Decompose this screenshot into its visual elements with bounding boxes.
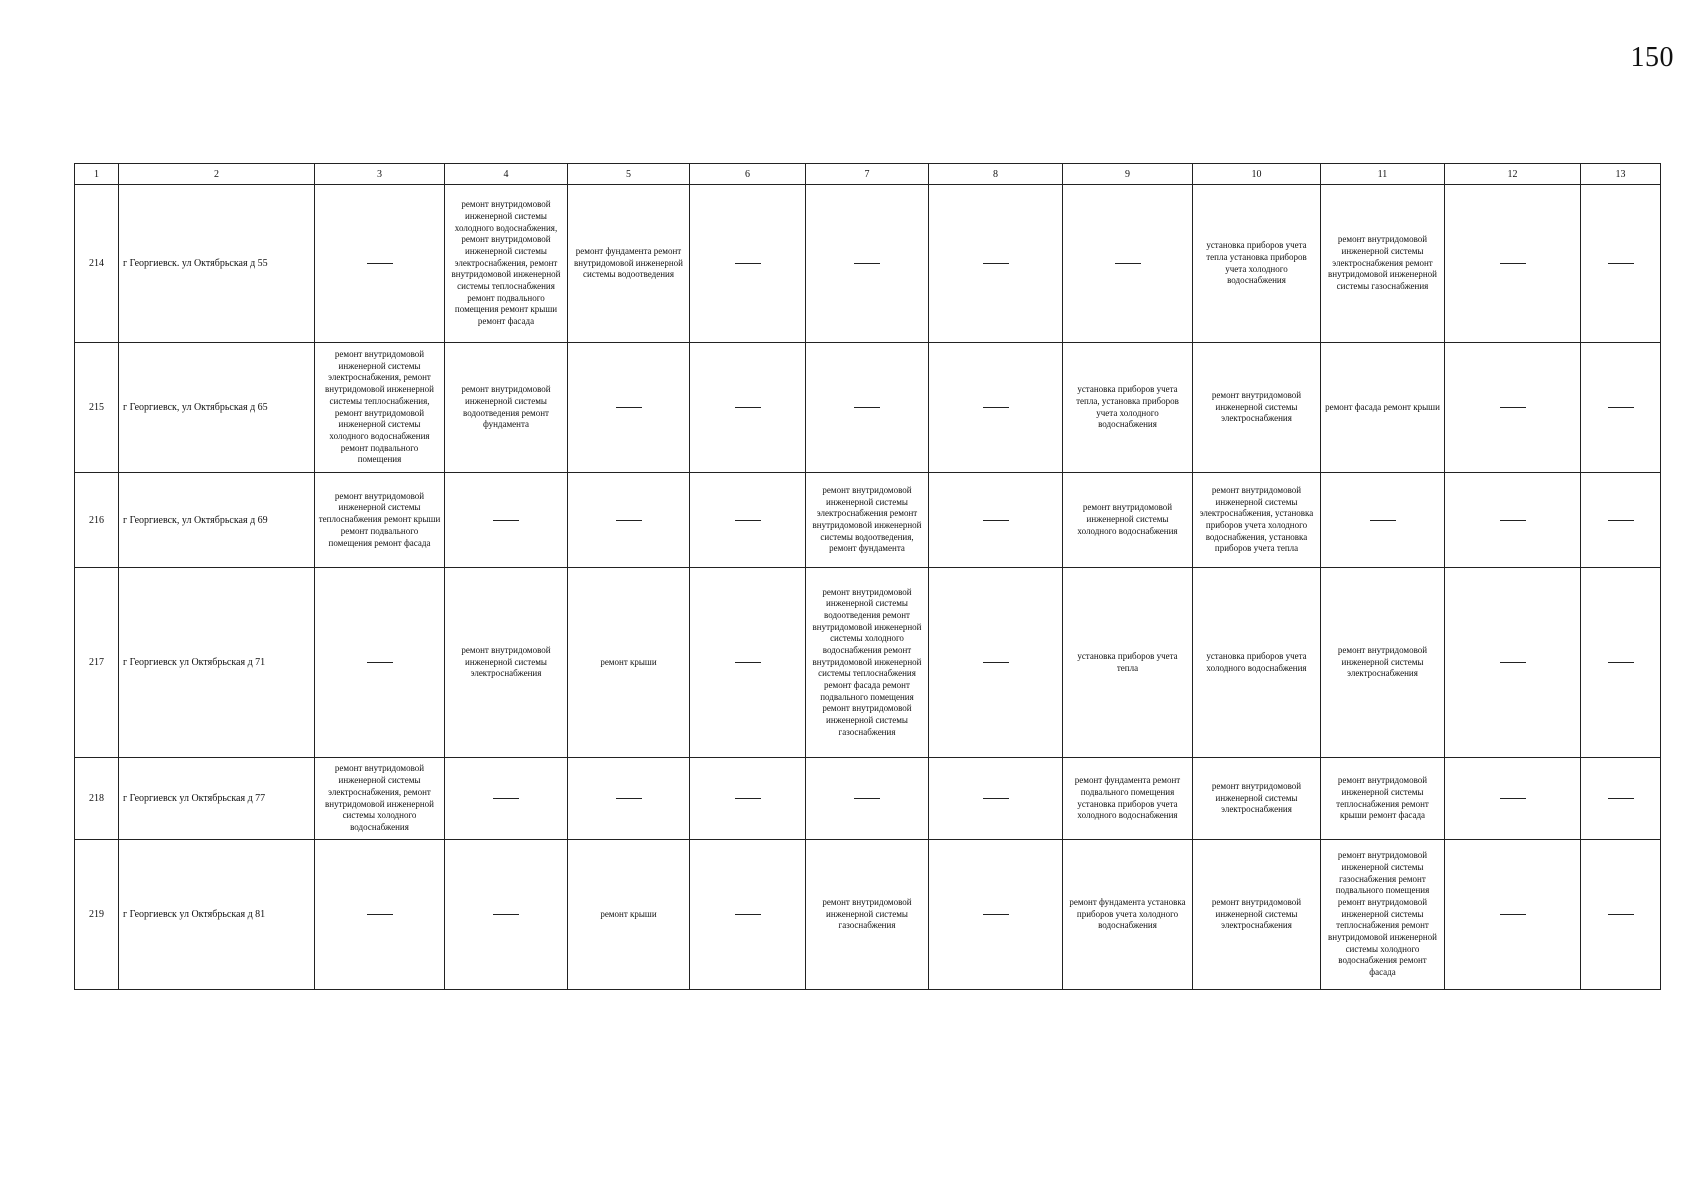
dash-mark <box>1500 798 1526 799</box>
work-cell: ремонт фундамента ремонт подвального помещения установка приборов учета холодного водоснабжения <box>1063 758 1193 840</box>
work-cell: ремонт внутридомовой инженерной системы электроснабжения, установка приборов учета холодного водоснабжения, установка приборов учета тепла <box>1193 473 1321 568</box>
dash-mark <box>1500 662 1526 663</box>
work-cell: ремонт внутридомовой инженерной системы водоотведения ремонт внутридомовой инженерной системы холодного водоснабжения ремонт внутридомовой инженерной системы теплоснабжения ремонт фасада ремонт подвального помещения ремонт внутридомовой инженерной системы газоснабжения <box>806 568 929 758</box>
address-cell: г Георгиевск ул Октябрьская д 77 <box>119 758 315 840</box>
empty-cell <box>690 758 806 840</box>
work-cell: ремонт крыши <box>568 568 690 758</box>
column-number-13: 13 <box>1581 164 1661 185</box>
work-cell: ремонт внутридомовой инженерной системы холодного водоснабжения, ремонт внутридомовой инженерной системы электроснабжения, ремонт внутридомовой инженерной системы теплоснабжения ремонт подвального помещения ремонт крыши ремонт фасада <box>445 185 568 343</box>
column-number-2: 2 <box>119 164 315 185</box>
row-number: 219 <box>75 840 119 990</box>
table-row <box>75 758 1661 840</box>
dash-mark <box>1500 407 1526 408</box>
table-row <box>75 343 1661 473</box>
work-cell: установка приборов учета тепла <box>1063 568 1193 758</box>
column-number-6: 6 <box>690 164 806 185</box>
work-cell: ремонт внутридомовой инженерной системы электроснабжения, ремонт внутридомовой инженерной системы теплоснабжения, ремонт внутридомовой инженерной системы холодного водоснабжения ремонт подвального помещения <box>315 343 445 473</box>
work-cell: ремонт внутридомовой инженерной системы электроснабжения <box>1321 568 1445 758</box>
table-row <box>75 185 1661 343</box>
dash-mark <box>367 914 393 915</box>
dash-mark <box>1500 914 1526 915</box>
empty-cell <box>690 840 806 990</box>
empty-cell <box>1321 473 1445 568</box>
dash-mark <box>1500 263 1526 264</box>
work-cell: ремонт фасада ремонт крыши <box>1321 343 1445 473</box>
dash-mark <box>1608 407 1634 408</box>
work-cell: установка приборов учета тепла, установка приборов учета холодного водоснабжения <box>1063 343 1193 473</box>
work-cell: ремонт внутридомовой инженерной системы электроснабжения, ремонт внутридомовой инженерной системы холодного водоснабжения <box>315 758 445 840</box>
dash-mark <box>493 520 519 521</box>
empty-cell <box>1063 185 1193 343</box>
row-number: 216 <box>75 473 119 568</box>
empty-cell <box>1581 185 1661 343</box>
empty-cell <box>929 840 1063 990</box>
column-number-1: 1 <box>75 164 119 185</box>
dash-mark <box>983 662 1009 663</box>
dash-mark <box>616 520 642 521</box>
dash-mark <box>854 407 880 408</box>
dash-mark <box>367 662 393 663</box>
table-row <box>75 840 1661 990</box>
dash-mark <box>493 914 519 915</box>
dash-mark <box>735 914 761 915</box>
dash-mark <box>735 263 761 264</box>
work-cell: ремонт внутридомовой инженерной системы теплоснабжения ремонт крыши ремонт фасада <box>1321 758 1445 840</box>
work-cell: ремонт крыши <box>568 840 690 990</box>
work-cell: ремонт внутридомовой инженерной системы водоотведения ремонт фундамента <box>445 343 568 473</box>
dash-mark <box>616 798 642 799</box>
work-cell: ремонт внутридомовой инженерной системы газоснабжения <box>806 840 929 990</box>
empty-cell <box>806 758 929 840</box>
empty-cell <box>315 840 445 990</box>
page-number: 150 <box>1630 42 1674 73</box>
work-cell: ремонт внутридомовой инженерной системы электроснабжения <box>1193 343 1321 473</box>
column-number-7: 7 <box>806 164 929 185</box>
dash-mark <box>983 914 1009 915</box>
work-cell: ремонт внутридомовой инженерной системы газоснабжения ремонт подвального помещения ремонт внутридомовой инженерной системы теплоснабжения ремонт внутридомовой инженерной системы холодного водоснабжения ремонт фасада <box>1321 840 1445 990</box>
empty-cell <box>1581 343 1661 473</box>
dash-mark <box>1370 520 1396 521</box>
empty-cell <box>929 473 1063 568</box>
dash-mark <box>854 798 880 799</box>
column-number-12: 12 <box>1445 164 1581 185</box>
empty-cell <box>315 568 445 758</box>
empty-cell <box>568 473 690 568</box>
dash-mark <box>735 407 761 408</box>
dash-mark <box>983 263 1009 264</box>
work-cell: установка приборов учета холодного водоснабжения <box>1193 568 1321 758</box>
empty-cell <box>1445 185 1581 343</box>
work-cell: установка приборов учета тепла установка приборов учета холодного водоснабжения <box>1193 185 1321 343</box>
empty-cell <box>445 840 568 990</box>
dash-mark <box>367 263 393 264</box>
address-cell: г Георгиевск ул Октябрьская д 71 <box>119 568 315 758</box>
column-number-10: 10 <box>1193 164 1321 185</box>
empty-cell <box>690 343 806 473</box>
work-cell: ремонт внутридомовой инженерной системы теплоснабжения ремонт крыши ремонт подвального помещения ремонт фасада <box>315 473 445 568</box>
dash-mark <box>616 407 642 408</box>
work-cell: ремонт внутридомовой инженерной системы электроснабжения ремонт внутридомовой инженерной системы газоснабжения <box>1321 185 1445 343</box>
dash-mark <box>735 662 761 663</box>
column-number-11: 11 <box>1321 164 1445 185</box>
empty-cell <box>929 758 1063 840</box>
address-cell: г Георгиевск. ул Октябрьская д 55 <box>119 185 315 343</box>
address-cell: г Георгиевск, ул Октябрьская д 69 <box>119 473 315 568</box>
empty-cell <box>690 185 806 343</box>
empty-cell <box>690 473 806 568</box>
empty-cell <box>445 758 568 840</box>
empty-cell <box>568 758 690 840</box>
empty-cell <box>1445 473 1581 568</box>
dash-mark <box>1500 520 1526 521</box>
empty-cell <box>1445 568 1581 758</box>
dash-mark <box>1608 914 1634 915</box>
empty-cell <box>1445 840 1581 990</box>
dash-mark <box>854 263 880 264</box>
work-cell: ремонт внутридомовой инженерной системы электроснабжения <box>445 568 568 758</box>
dash-mark <box>1608 263 1634 264</box>
empty-cell <box>929 343 1063 473</box>
address-cell: г Георгиевск ул Октябрьская д 81 <box>119 840 315 990</box>
column-number-3: 3 <box>315 164 445 185</box>
address-cell: г Георгиевск, ул Октябрьская д 65 <box>119 343 315 473</box>
empty-cell <box>1445 758 1581 840</box>
table-row <box>75 473 1661 568</box>
row-number: 214 <box>75 185 119 343</box>
row-number: 217 <box>75 568 119 758</box>
empty-cell <box>1581 758 1661 840</box>
work-cell: ремонт внутридомовой инженерной системы холодного водоснабжения <box>1063 473 1193 568</box>
dash-mark <box>493 798 519 799</box>
column-number-9: 9 <box>1063 164 1193 185</box>
column-number-4: 4 <box>445 164 568 185</box>
row-number: 218 <box>75 758 119 840</box>
dash-mark <box>983 798 1009 799</box>
work-cell: ремонт фундамента установка приборов учета холодного водоснабжения <box>1063 840 1193 990</box>
repair-schedule-table <box>74 163 1661 990</box>
empty-cell <box>1445 343 1581 473</box>
dash-mark <box>1115 263 1141 264</box>
empty-cell <box>1581 568 1661 758</box>
row-number: 215 <box>75 343 119 473</box>
work-cell: ремонт внутридомовой инженерной системы электроснабжения <box>1193 758 1321 840</box>
dash-mark <box>1608 520 1634 521</box>
empty-cell <box>568 343 690 473</box>
empty-cell <box>1581 840 1661 990</box>
empty-cell <box>929 185 1063 343</box>
column-number-row <box>75 164 1661 185</box>
empty-cell <box>806 343 929 473</box>
table-row <box>75 568 1661 758</box>
empty-cell <box>806 185 929 343</box>
empty-cell <box>445 473 568 568</box>
dash-mark <box>983 520 1009 521</box>
dash-mark <box>735 798 761 799</box>
empty-cell <box>690 568 806 758</box>
dash-mark <box>983 407 1009 408</box>
work-cell: ремонт фундамента ремонт внутридомовой инженерной системы водоотведения <box>568 185 690 343</box>
dash-mark <box>1608 662 1634 663</box>
dash-mark <box>1608 798 1634 799</box>
dash-mark <box>735 520 761 521</box>
empty-cell <box>315 185 445 343</box>
column-number-5: 5 <box>568 164 690 185</box>
work-cell: ремонт внутридомовой инженерной системы электроснабжения <box>1193 840 1321 990</box>
work-cell: ремонт внутридомовой инженерной системы электроснабжения ремонт внутридомовой инженерной системы водоотведения, ремонт фундамента <box>806 473 929 568</box>
empty-cell <box>929 568 1063 758</box>
column-number-8: 8 <box>929 164 1063 185</box>
empty-cell <box>1581 473 1661 568</box>
